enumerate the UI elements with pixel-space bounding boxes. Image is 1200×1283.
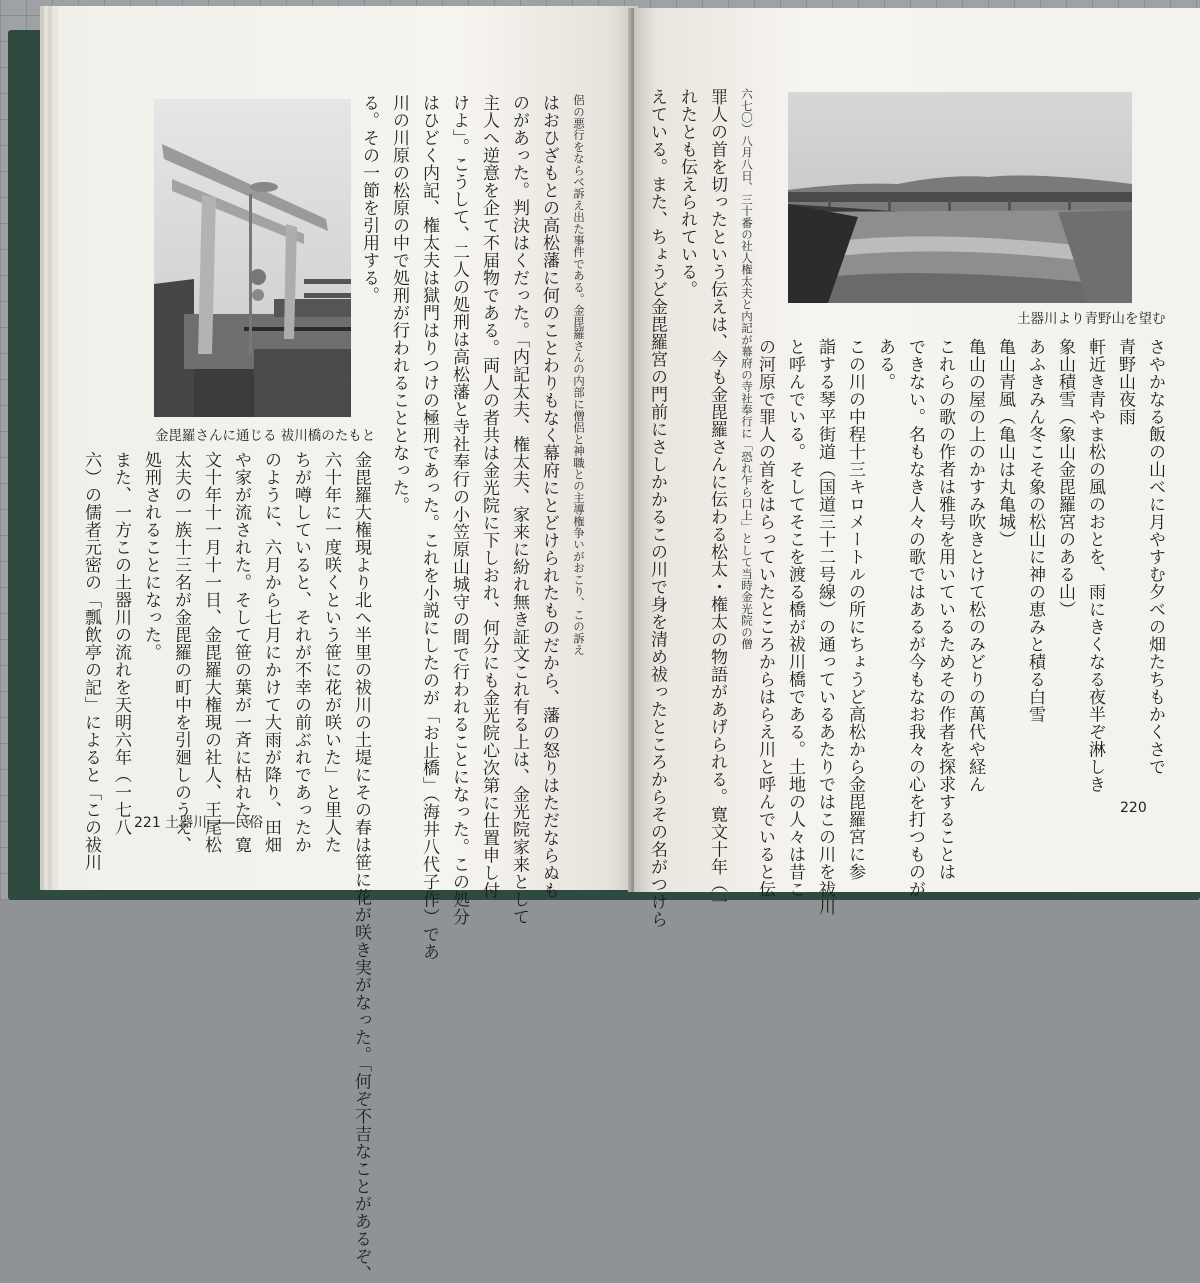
text-column: の河原で罪人の首をはらっていたところからはらえ川と呼んでいると伝 xyxy=(755,338,775,898)
right-page-number: 220 xyxy=(1120,800,1147,816)
left-page-footer: 221 土器川――民俗 xyxy=(134,815,264,831)
text-column: ちが噂していると、それが不幸の前ぶれであったか xyxy=(291,451,311,854)
text-column: 亀山の屋の上のかすみ吹きとけて松のみどりの萬代や経ん xyxy=(965,338,985,793)
text-column: 文十年十一月十一日、金毘羅大権現の社人、王尾松 xyxy=(201,451,221,854)
text-column: さやかなる飯の山べに月やすむ夕べの畑たちもかくさで xyxy=(1145,338,1165,776)
right-photo-caption: 土器川より青野山を望む xyxy=(1017,311,1166,327)
text-column: や家が流された。そして笹の葉が一斉に枯れた。寛 xyxy=(231,451,251,854)
text-column: ある。 xyxy=(875,338,895,391)
text-column: 太夫の一族十三名が金毘羅の町中を引廻しのうえ、 xyxy=(171,451,191,854)
photo-torii-gate xyxy=(154,99,351,417)
text-column: 処刑されることになった。 xyxy=(141,451,161,661)
text-column: 軒近き青やま松の風のおとを、雨にきくなる夜半ぞ淋しき xyxy=(1085,338,1105,793)
text-column: 川の川原の松原の中で処刑が行われることとなった。 xyxy=(389,94,409,514)
text-column: また、一方この土器川の流れを天明六年（一七八 xyxy=(111,451,131,836)
text-column: はひどく内記、権太夫は獄門はりつけの極刑であった。これを小説にしたのが「お止橋」（海井八代子作）であ xyxy=(419,94,439,961)
photo-river-bridge xyxy=(788,92,1132,303)
text-column: えている。また、ちょうど金毘羅宮の門前にさしかかるこの川で身を清め祓ったところからその名がつけら xyxy=(647,88,667,928)
left-photo-caption: 金毘羅さんに通じる 祓川橋のたもと xyxy=(155,428,376,444)
text-column: 青野山夜雨 xyxy=(1115,338,1135,426)
text-column: これらの歌の作者は雅号を用いているためその作者を探求することは xyxy=(935,338,955,881)
text-column: のように、六月から七月にかけて大雨が降り、田畑 xyxy=(261,451,281,854)
text-column: 主人へ逆意を企て不届物である。両人の者共は金光院に下しおれ、何分にも金光院心次第に仕置申し付 xyxy=(479,94,499,899)
text-column: れたとも伝えられている。 xyxy=(677,88,697,298)
text-column: 亀山青風（亀山は丸亀城） xyxy=(995,338,1015,548)
text-column: けよ」。こうして、二人の処刑は高松藩と寺社奉行の小笠原山城守の間で行われることになった。この処分 xyxy=(449,94,469,926)
text-column: と呼んでいる。そしてそこを渡る橋が祓川橋である。土地の人々は昔こ xyxy=(785,338,805,898)
text-column: 罪人の首を切ったという伝えは、今も金毘羅さんに伝わる松太・権太の物語があげられる。寛文十年（一 xyxy=(707,88,727,911)
text-column: 象山積雪（象山金毘羅宮のある山） xyxy=(1055,338,1075,618)
text-column: のがあった。判決はくだった。「内記太夫、権太夫、家来に紛れ無き証文これ有る上は、金光院家来として xyxy=(509,94,529,926)
text-column: 六七〇）八月八日、三十番の社人権太夫と内記が幕府の寺社奉行に「恐れ乍ら口上」として当時金光院の僧 xyxy=(740,88,754,650)
text-column: 金毘羅大権現より北へ半里の祓川の土堤にその春は笹に花が咲き実がなった。「何ぞ不吉なことがあるぞ、 xyxy=(351,451,371,1283)
text-column: 六十年に一度咲くという笹に花が咲いた」と里人た xyxy=(321,451,341,854)
text-column: できない。名もなき人々の歌ではあるが今もなお我々の心を打つものが xyxy=(905,338,925,898)
text-column: 詣する琴平街道（国道三十二号線）の通っているあたりではこの川を祓川 xyxy=(815,338,835,916)
text-column: る。その一節を引用する。 xyxy=(359,94,379,304)
text-column: この川の中程十三キロメートルの所にちょうど高松から金毘羅宮に参 xyxy=(845,338,865,881)
text-column: 六）の儒者元密の「瓢飲亭の記」によると「この祓川 xyxy=(81,451,101,871)
text-column: はおひざもとの高松藩に何のことわりもなく幕府にとどけられたものだから、藩の怒りはただならぬも xyxy=(539,94,559,899)
text-column: あふきみん冬こそ象の松山に神の恵みと積る白雪 xyxy=(1025,338,1045,723)
text-column: 侶の悪行をならべ訴え出た事件である。金毘羅さんの内部に僧侶と神職との主導権争いがおこり、この訴え xyxy=(572,94,586,656)
